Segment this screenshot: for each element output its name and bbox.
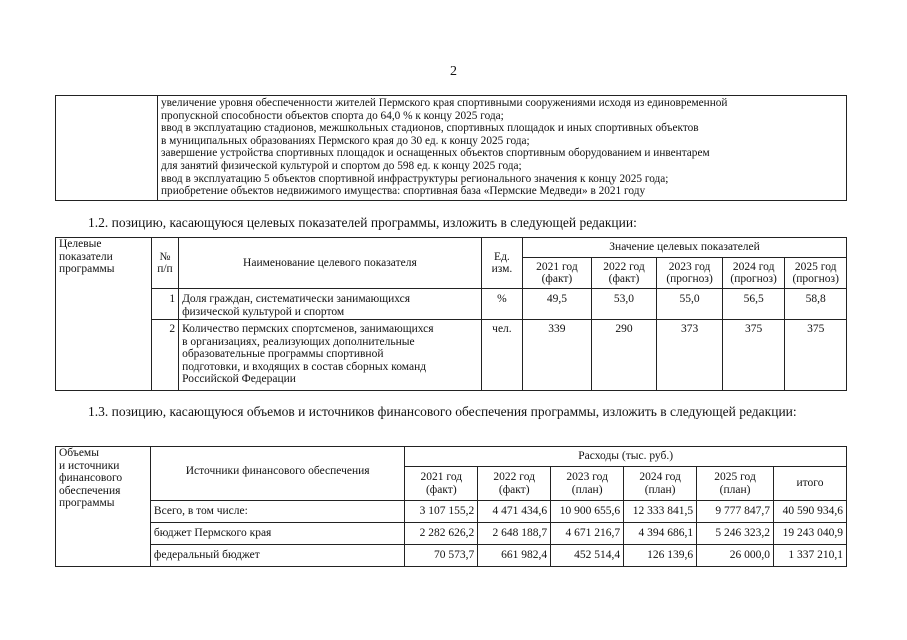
goal-line: завершение устройства спортивных площадок и оснащенных объектов спортивным оборудованием и инвентарем xyxy=(161,147,710,160)
goal-line: для занятий физической культурой и спортом до 598 ед. к концу 2025 года; xyxy=(161,159,522,172)
amount-cell: 4 671 216,7 xyxy=(551,523,624,545)
year-header-2021: 2021 год (факт) xyxy=(405,467,478,501)
indicator-unit: % xyxy=(481,289,522,320)
amount-cell: 4 394 686,1 xyxy=(624,523,697,545)
table-row xyxy=(56,289,847,320)
total-cell: 1 337 210,1 xyxy=(773,545,846,567)
value-cell: 55,0 xyxy=(657,289,723,320)
amount-cell: 9 777 847,7 xyxy=(697,501,774,523)
row-num: 2 xyxy=(151,320,178,391)
value-cell: 53,0 xyxy=(591,289,657,320)
indicator-name: Количество пермских спортсменов, занимающихся в организациях, реализующих дополнительные образовательные программы спортивной подготовки, и входящих в состав сборных команд Российской Федерации xyxy=(179,320,482,391)
value-cell: 290 xyxy=(591,320,657,391)
section-1-3-heading: 1.3. позицию, касающуюся объемов и источников финансового обеспечения программы, изложить в следующей редакции: xyxy=(88,404,797,419)
values-header: Значение целевых показателей xyxy=(523,238,847,258)
year-header-2025: 2025 год (прогноз) xyxy=(785,258,847,289)
year-header-2021: 2021 год (факт) xyxy=(523,258,592,289)
source-cell: федеральный бюджет xyxy=(150,545,404,567)
goal-line: пропускной способности объектов спорта до 64,0 % к концу 2025 года; xyxy=(161,109,504,122)
value-cell: 375 xyxy=(722,320,785,391)
value-cell: 58,8 xyxy=(785,289,847,320)
finance-table xyxy=(55,446,847,567)
value-cell: 49,5 xyxy=(523,289,592,320)
indicators-row-label: Целевые показатели программы xyxy=(56,238,152,391)
page-number: 2 xyxy=(450,64,457,79)
goal-line: увеличение уровня обеспеченности жителей Пермского края спортивными сооружениями исходя из единовременной xyxy=(161,97,728,109)
goal-line: ввод в эксплуатацию 5 объектов спортивной инфраструктуры регионального значения к концу 2025 года; xyxy=(161,172,669,185)
total-cell: 40 590 934,6 xyxy=(773,501,846,523)
indicators-table xyxy=(55,237,847,391)
amount-cell: 3 107 155,2 xyxy=(405,501,478,523)
goal-line: ввод в эксплуатацию стадионов, межшкольных стадионов, спортивных площадок и иных спортивных объектов xyxy=(161,122,699,135)
value-cell: 375 xyxy=(785,320,847,391)
year-header-2024: 2024 год (план) xyxy=(624,467,697,501)
table-row xyxy=(56,523,847,545)
amount-cell: 70 573,7 xyxy=(405,545,478,567)
expenses-header: Расходы (тыс. руб.) xyxy=(405,447,847,467)
amount-cell: 4 471 434,6 xyxy=(478,501,551,523)
amount-cell: 12 333 841,5 xyxy=(624,501,697,523)
year-header-2025: 2025 год (план) xyxy=(697,467,774,501)
goal-line: в муниципальных образованиях Пермского края до 30 ед. к концу 2025 года; xyxy=(161,134,530,147)
amount-cell: 5 246 323,2 xyxy=(697,523,774,545)
goal-line: приобретение объектов недвижимого имущества: спортивная база «Пермские Медведи» в 2021 году xyxy=(161,185,646,198)
amount-cell: 661 982,4 xyxy=(478,545,551,567)
year-header-2023: 2023 год (план) xyxy=(551,467,624,501)
name-header: Наименование целевого показателя xyxy=(179,238,482,289)
finance-row-label: Объемы и источники финансового обеспечения программы xyxy=(56,447,151,567)
table-row xyxy=(56,545,847,567)
table-row xyxy=(56,501,847,523)
amount-cell: 10 900 655,6 xyxy=(551,501,624,523)
indicator-unit: чел. xyxy=(481,320,522,391)
source-cell: Всего, в том числе: xyxy=(150,501,404,523)
year-header-2022: 2022 год (факт) xyxy=(591,258,657,289)
total-cell: 19 243 040,9 xyxy=(773,523,846,545)
value-cell: 339 xyxy=(523,320,592,391)
total-header: итого xyxy=(773,467,846,501)
year-header-2023: 2023 год (прогноз) xyxy=(657,258,723,289)
row-num: 1 xyxy=(151,289,178,320)
year-header-2024: 2024 год (прогноз) xyxy=(722,258,785,289)
goals-continuation-table xyxy=(55,95,847,201)
amount-cell: 126 139,6 xyxy=(624,545,697,567)
indicator-name: Доля граждан, систематически занимающихся физической культурой и спортом xyxy=(179,289,482,320)
num-header: № п/п xyxy=(151,238,178,289)
value-cell: 373 xyxy=(657,320,723,391)
year-header-2022: 2022 год (факт) xyxy=(478,467,551,501)
amount-cell: 452 514,4 xyxy=(551,545,624,567)
value-cell: 56,5 xyxy=(722,289,785,320)
amount-cell: 2 282 626,2 xyxy=(405,523,478,545)
amount-cell: 2 648 188,7 xyxy=(478,523,551,545)
empty-label-cell xyxy=(56,96,158,201)
table-row xyxy=(56,320,847,391)
goals-text-cell xyxy=(158,96,847,201)
unit-header: Ед. изм. xyxy=(481,238,522,289)
source-cell: бюджет Пермского края xyxy=(150,523,404,545)
source-header: Источники финансового обеспечения xyxy=(150,447,404,501)
section-1-2-heading: 1.2. позицию, касающуюся целевых показателей программы, изложить в следующей редакции: xyxy=(88,215,637,230)
amount-cell: 26 000,0 xyxy=(697,545,774,567)
